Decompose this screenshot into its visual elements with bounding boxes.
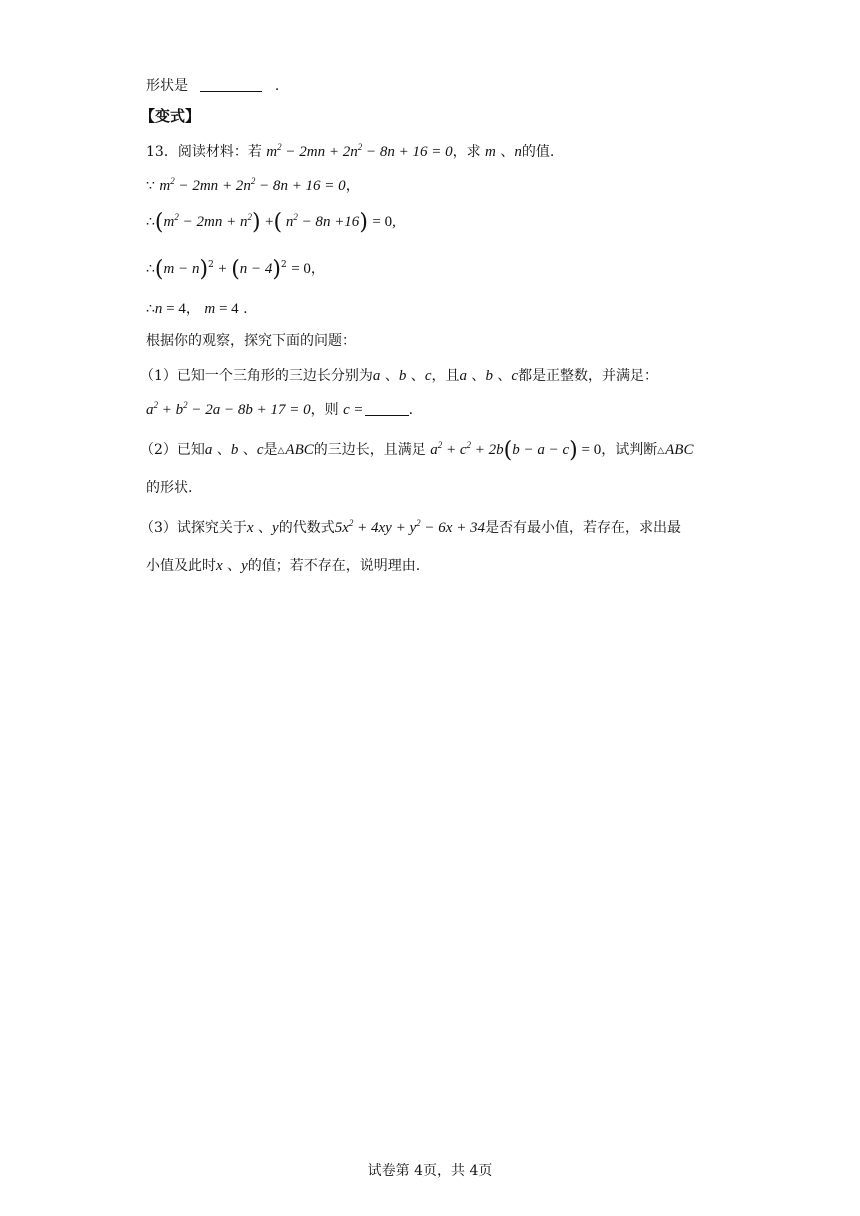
problem-number: 13． [146, 144, 178, 160]
q2-text2: 的三边长，且满足 [313, 442, 426, 458]
q2-label: （2）已知 [140, 442, 205, 458]
q1-answer-blank [365, 401, 409, 416]
ask-vars: m [485, 144, 496, 160]
q3-text2: 是否有最小值，若存在，求出最 [485, 520, 682, 536]
intro-ask: ，求 [452, 144, 481, 160]
intro-equation: $m^2 - 2mn + 2n^2 - 8n + 16 = 0$ [266, 142, 453, 160]
question-2: （2）已知a 、b 、c是△ABC的三边长，且满足 $a^2 + c^2 + 2b(b - a - c) = 0$，试判断△ABC [140, 438, 694, 463]
section-heading: 【变式】 [140, 107, 201, 125]
step-2: $\therefore(m^2 - 2mn + n^2)$ +( $n^2 - 8n +16) = 0$, [146, 210, 396, 235]
step-1: ∵ $m^2 - 2mn + 2n^2 - 8n + 16 = 0$， [146, 176, 360, 194]
q3-tail2: 的值；若不存在，说明理由. [247, 558, 421, 574]
fragment-suffix: . [274, 78, 280, 94]
q1-ask: ，则 [310, 402, 339, 418]
observe-text: 根据你的观察，探究下面的问题： [146, 333, 356, 349]
step-4: ∴n = 4， m = 4 . [146, 301, 248, 317]
question-1-equation: $a^2 + b^2 - 2a - 8b + 17 = 0$，则 c = . [146, 400, 414, 418]
ask-end: 的值. [521, 144, 555, 160]
fragment-prefix: 形状是 [146, 78, 188, 94]
q3-tail1: 小值及此时 [146, 558, 216, 574]
q1-text2: 都是正整数，并满足： [518, 368, 659, 384]
problem-intro: 13．阅读材料：若 $m^2 - 2mn + 2n^2 - 8n + 16 = 0$，求 m 、n的值. [146, 142, 555, 160]
question-3-tail: 小值及此时x 、y的值；若不存在，说明理由. [146, 558, 421, 574]
intro-text: 阅读材料：若 [177, 144, 262, 160]
question-1: （1）已知一个三角形的三边长分别为a 、b 、c，且a 、b 、c都是正整数，并满足： [140, 368, 659, 384]
q3-text1: 的代数式 [278, 520, 335, 536]
q3-label: （3）试探究关于 [140, 520, 247, 536]
therefore-symbol: ∴ [146, 214, 155, 230]
q1-label: （1）已知一个三角形的三边长分别为 [140, 368, 373, 384]
page-footer: 试卷第 4页，共 4页 [367, 1163, 493, 1179]
answer-blank [200, 77, 262, 92]
question-3: （3）试探究关于x 、y的代数式$5x^2 + 4xy + y^2 - 6x + 34$是否有最小值，若存在，求出最 [140, 518, 682, 536]
step-3: ∴(m − $n)^2 + (n - 4)^2 = 0$， [146, 257, 325, 282]
fragment-line [146, 76, 279, 96]
q2-text3: ，试判断 [601, 442, 658, 458]
question-2-tail: 的形状. [146, 480, 193, 496]
because-symbol: ∵ [146, 178, 155, 194]
triangle-name: ABC [285, 442, 314, 458]
q2-text1: 是 [263, 442, 278, 458]
